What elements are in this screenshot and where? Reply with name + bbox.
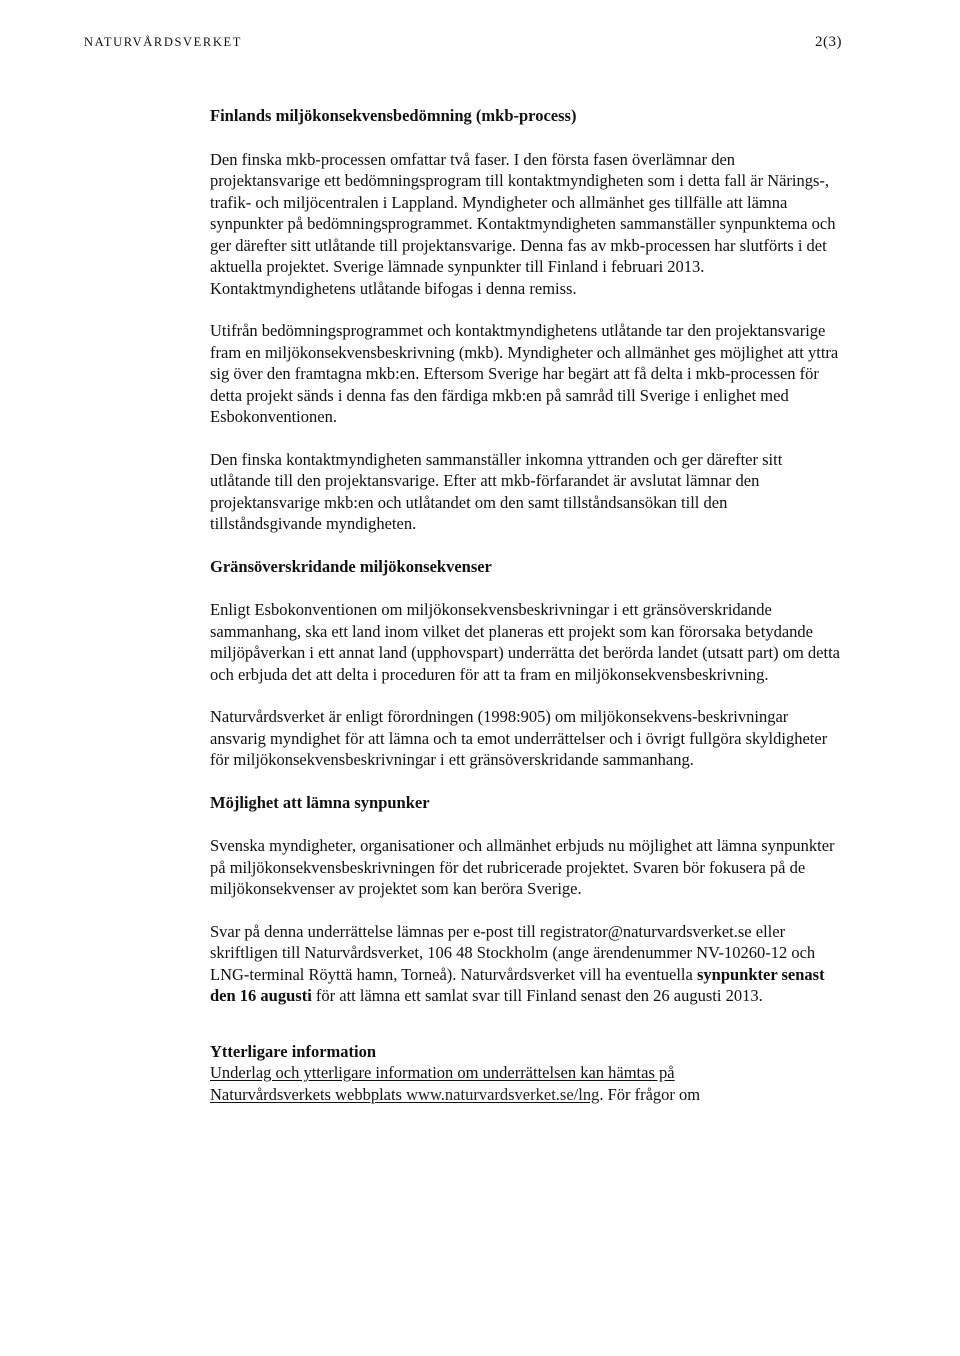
website-url-link[interactable]: www.naturvardsverket.se/lng — [406, 1084, 600, 1104]
questions-text: . För frågor om — [599, 1084, 701, 1104]
response-text-start: Svar på denna underrättelse lämnas per e-post till registrator@naturvardsverket.se eller skriftligen till Naturvårdsverket, 106 48 Stockholm (ange ärendenummer NV-10260-12 och LNG-terminal Röyttä hamn, Torneå). Naturvårdsverket vill ha eventuella — [210, 921, 816, 984]
section-heading-submit-comments: Möjlighet att lämna synpunker — [210, 792, 430, 812]
paragraph-more-info — [210, 1062, 842, 1105]
paragraph-naturvardsverket-role: Naturvårdsverket är enligt förordningen (1998:905) om miljökonsekvens-beskrivningar ansvarig myndighet för att lämna och ta emot underrättelser och i övrigt fullgöra skyldigheter för miljökonsekvensbeskrivningar i ett gränsöverskridande sammanhang. — [210, 707, 828, 769]
page-header — [84, 34, 842, 54]
section-heading-mkb-process: Finlands miljökonsekvensbedömning (mkb-process) — [210, 106, 577, 125]
paragraph-invitation: Svenska myndigheter, organisationer och allmänhet erbjuds nu möjlighet att lämna synpunkter på miljökonsekvensbeskrivningen för det rubricerade projektet. Svaren bör fokusera på de miljökonsekvenser av projektet som kan beröra Sverige. — [210, 836, 835, 898]
deadline-emphasis: synpunkter senast den 16 augusti — [210, 964, 825, 1005]
section-heading-more-info: Ytterligare information — [210, 1041, 377, 1061]
paragraph-contact-authority: Den finska kontaktmyndigheten sammanställer inkomna yttranden och ger därefter sitt utlåtande till den projektansvarige. Efter att mkb-förfarandet är avslutat lämnar den projektansvarige mkb:en och utlåtandet om den samt tillståndsansökan till den tillståndsgivande myndigheten. — [210, 449, 783, 533]
paragraph-mkb-phases: Den finska mkb-processen omfattar två faser. I den första fasen överlämnar den projektansvarige ett bedömningsprogram till kontaktmyndigheten som i detta fall är Närings-, trafik- och miljöcentralen i Lappland. Myndigheter och allmänhet ges tillfälle att lämna synpunkter på bedömningsprogrammet. Kontaktmyndigheten sammanställer synpunktema och ger därefter sitt utlåtande till projektansvarige. Denna fas av mkb-processen har slutförts i det aktuella projektet. Sverige lämnade synpunkter till Finland i februari 2013. Kontaktmyndighetens utlåtande bifogas i denna remiss. — [210, 149, 836, 298]
website-label: Naturvårdsverkets webbplats — [210, 1084, 407, 1104]
response-text-end: för att lämna ett samlat svar till Finland senast den 26 augusti 2013. — [311, 986, 763, 1005]
more-info-link-line-2[interactable] — [210, 1085, 599, 1104]
paragraph-mkb-description: Utifrån bedömningsprogrammet och kontaktmyndighetens utlåtande tar den projektansvarige fram en miljökonsekvensbeskrivning (mkb). Myndigheter och allmänhet ges möjlighet att yttra sig över den framtagna mkb:en. Eftersom Sverige har begärt att få delta i mkb-processen för detta projekt sänds i denna fas den färdiga mkb:en på samråd till Sverige i enlighet med Esbokonventionen. — [210, 321, 839, 426]
paragraph-espoo-convention: Enligt Esbokonventionen om miljökonsekvensbeskrivningar i ett gränsöverskridande sammanhang, ska ett land inom vilket det planeras ett projekt som kan förorsaka betydande miljöpåverkan i ett annat land (upphovspart) underrätta det berörda landet (utsatt part) om detta och erbjuda det att delta i proceduren för att ta fram en miljökonsekvensbeskrivning. — [210, 600, 840, 684]
more-info-link-line-1[interactable]: Underlag och ytterligare information om underrättelsen kan hämtas på — [210, 1063, 675, 1082]
page-number: 2(3) — [815, 34, 842, 50]
document-body — [210, 105, 842, 1105]
section-heading-transboundary: Gränsöverskridande miljökonsekvenser — [210, 556, 492, 576]
organization-name: NATURVÅRDSVERKET — [84, 35, 242, 49]
paragraph-response-instructions — [210, 921, 842, 1007]
